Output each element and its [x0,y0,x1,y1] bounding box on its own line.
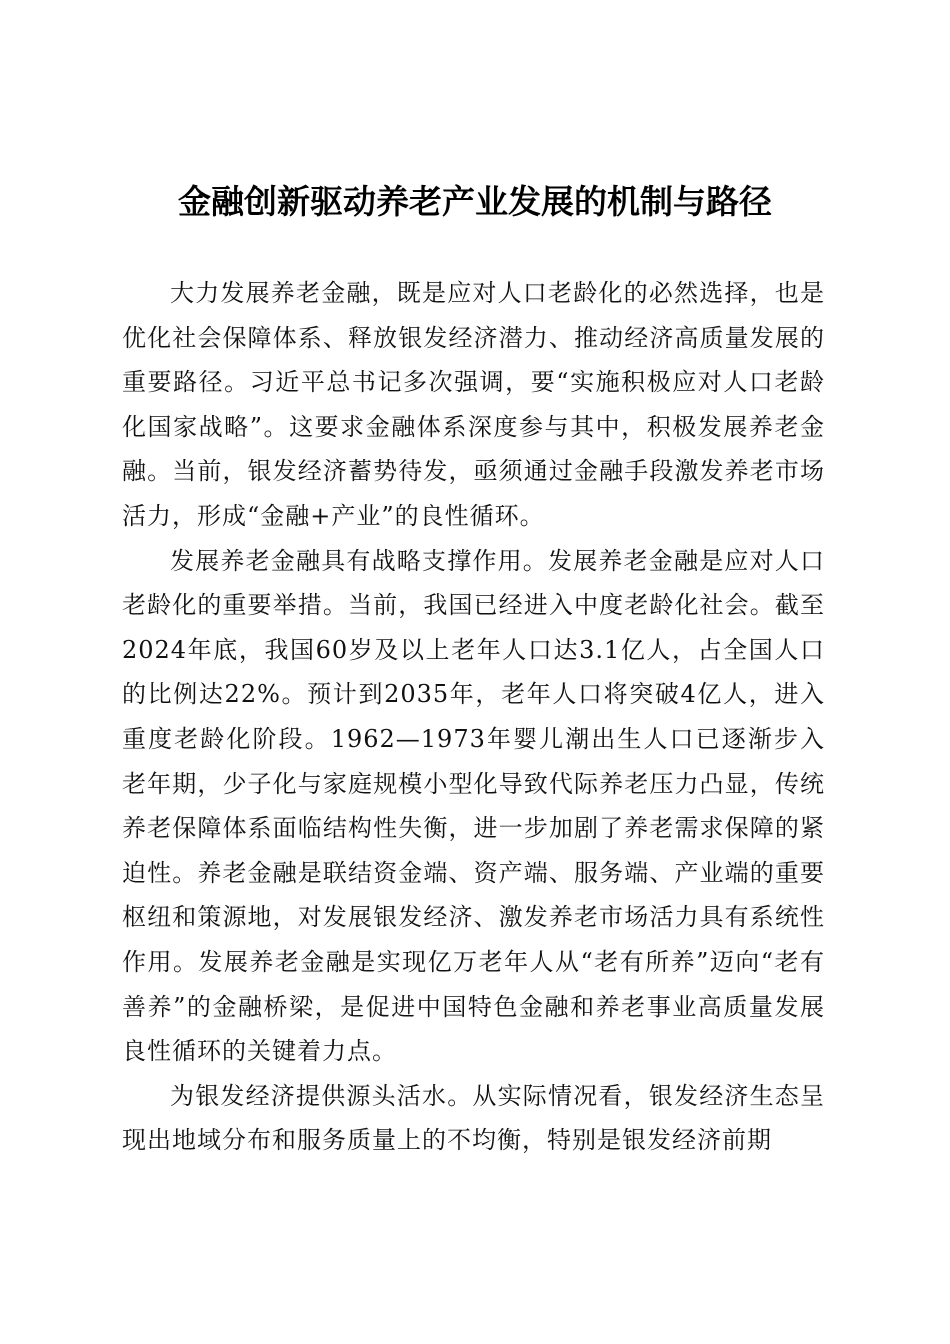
document-body [122,271,825,1163]
paragraph-3: 为银发经济提供源头活水。从实际情况看，银发经济生态呈现出地域分布和服务质量上的不均衡，特别是银发经济前期 [122,1081,825,1155]
paragraph-2: 发展养老金融具有战略支撑作用。发展养老金融是应对人口老龄化的重要举措。当前，我国已经进入中度老龄化社会。截至2024年底，我国60岁及以上老年人口达3.1亿人，占全国人口的比例达22%。预计到2035年，老年人口将突破4亿人，进入重度老龄化阶段。1962—1973年婴儿潮出生人口已逐渐步入老年期，少子化与家庭规模小型化导致代际养老压力凸显，传统养老保障体系面临结构性失衡，进一步加剧了养老需求保障的紧迫性。养老金融是联结资金端、资产端、服务端、产业端的重要枢纽和策源地，对发展银发经济、激发养老市场活力具有系统性作用。发展养老金融是实现亿万老年人从“老有所养”迈向“老有善养”的金融桥梁，是促进中国特色金融和养老事业高质量发展良性循环的关键着力点。 [122,546,825,1066]
paragraph-1: 大力发展养老金融，既是应对人口老龄化的必然选择，也是优化社会保障体系、释放银发经济潜力、推动经济高质量发展的重要路径。习近平总书记多次强调，要“实施积极应对人口老龄化国家战略”。这要求金融体系深度参与其中，积极发展养老金融。当前，银发经济蓄势待发，亟须通过金融手段激发养老市场活力，形成“金融+产业”的良性循环。 [122,279,825,530]
document-title: 金融创新驱动养老产业发展的机制与路径 [178,182,772,221]
